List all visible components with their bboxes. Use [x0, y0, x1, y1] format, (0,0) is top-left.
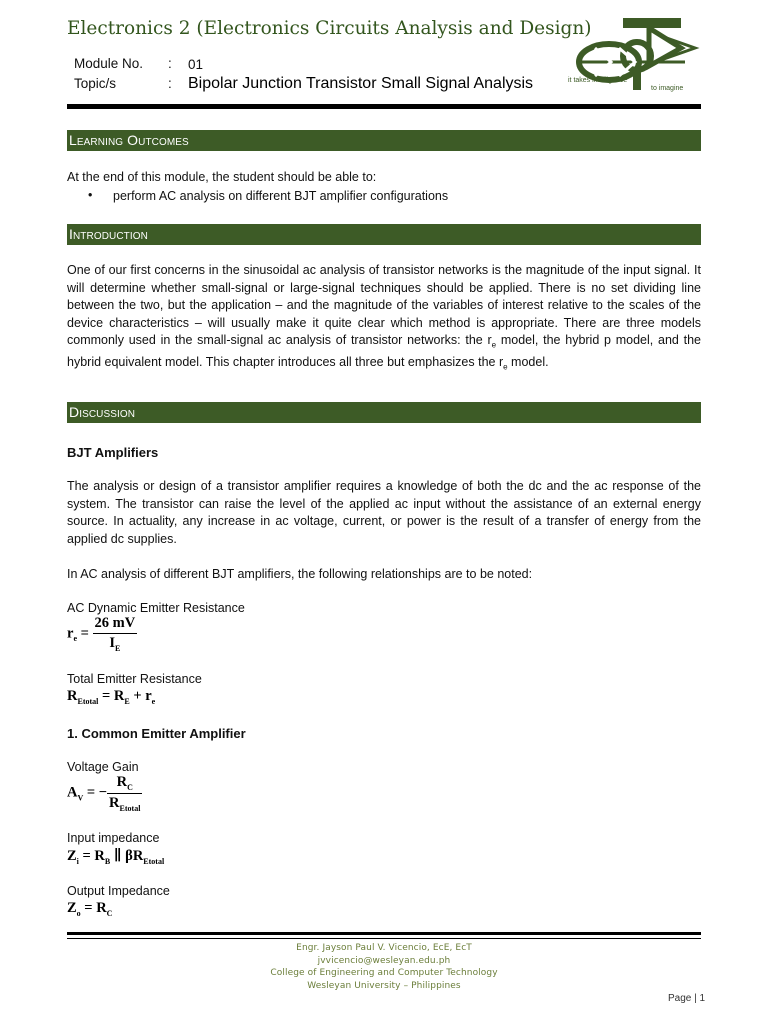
footer-rule-thick	[67, 932, 701, 935]
discussion-paragraph-2: In AC analysis of different BJT amplifiers, the following relationships are to be noted:	[67, 567, 533, 581]
footer-rule-thin	[67, 938, 701, 939]
topic-label: Topic/s	[74, 76, 117, 91]
equation-av: $A_V$ = − $\frac{R_C}{R_{Etotal}}$	[67, 774, 141, 813]
total-emitter-label: Total Emitter Resistance	[67, 672, 202, 686]
equation-re: $r_e$ = $\frac{26 mV}{I_E}$	[67, 615, 136, 653]
ac-dynamic-label: AC Dynamic Emitter Resistance	[67, 601, 245, 615]
discussion-paragraph-1: The analysis or design of a transistor amplifier requires a knowledge of both the dc and the ac response of the system. The transistor can raise the level of the applied ac input without the assistance of an external energy source. In actuality, any increase in ac voltage, current, or power is the result of a transfer of energy from the applied dc supplies.	[67, 479, 701, 546]
section-discussion: Discussion	[67, 402, 701, 423]
equation-retotal: $R_{Etotal} = R_E + r_e$	[67, 688, 156, 706]
footer-college: College of Engineering and Computer Technology	[270, 968, 498, 978]
common-emitter-heading: 1. Common Emitter Amplifier	[67, 726, 246, 741]
page-number: Page | 1	[668, 993, 706, 1004]
equation-zo: $Z_o = R_C$	[67, 900, 113, 918]
section-introduction: Introduction	[67, 224, 701, 245]
section-learning-outcomes: Learning Outcomes	[67, 130, 701, 151]
footer-email: jvvicencio@wesleyan.edu.ph	[317, 956, 451, 966]
topic-title: Bipolar Junction Transistor Small Signal Analysis	[188, 75, 534, 92]
outcomes-lead: At the end of this module, the student should be able to:	[67, 170, 377, 184]
outcome-item: perform AC analysis on different BJT amplifier configurations	[113, 189, 449, 203]
logo-tagline-left: it takes intelligence	[568, 77, 628, 84]
voltage-gain-label: Voltage Gain	[67, 760, 139, 774]
module-label: Module No.	[74, 56, 144, 71]
footer-author: Engr. Jayson Paul V. Vicencio, EcE, EcT	[296, 943, 472, 953]
course-title: Electronics 2 (Electronics Circuits Analysis and Design)	[67, 18, 592, 39]
introduction-paragraph: One of our first concerns in the sinusoidal ac analysis of transistor networks is the magnitude of the input signal. It will determine whether small-signal or large-signal techniques should be applied. There is no set dividing line between the two, but the application – and the magnitude of the variables of interest relative to the scales of the device characteristics – will usually make it quite clear which method is appropriate. There are three models commonly used in the small-signal ac analysis of transistor networks: the $r_e$ model, the hybrid p model, and the hybrid equivalent model. This chapter introduces all three but emphasizes the $r_e$ model.	[67, 263, 701, 372]
module-colon: :	[168, 56, 172, 71]
topic-colon: :	[168, 76, 172, 91]
bjt-amplifiers-heading: BJT Amplifiers	[67, 445, 159, 460]
module-number: 01	[188, 57, 204, 72]
equation-zi: $Z_i = R_B$ ∥ $\beta R_{Etotal}$	[67, 848, 165, 866]
footer-university: Wesleyan University – Philippines	[307, 981, 461, 991]
logo-tagline-right: to imagine	[651, 85, 684, 92]
university-logo	[565, 18, 701, 110]
input-impedance-label: Input impedance	[67, 831, 160, 845]
header-rule	[67, 104, 701, 109]
output-impedance-label: Output Impedance	[67, 884, 170, 898]
bullet-dot: •	[88, 188, 93, 202]
